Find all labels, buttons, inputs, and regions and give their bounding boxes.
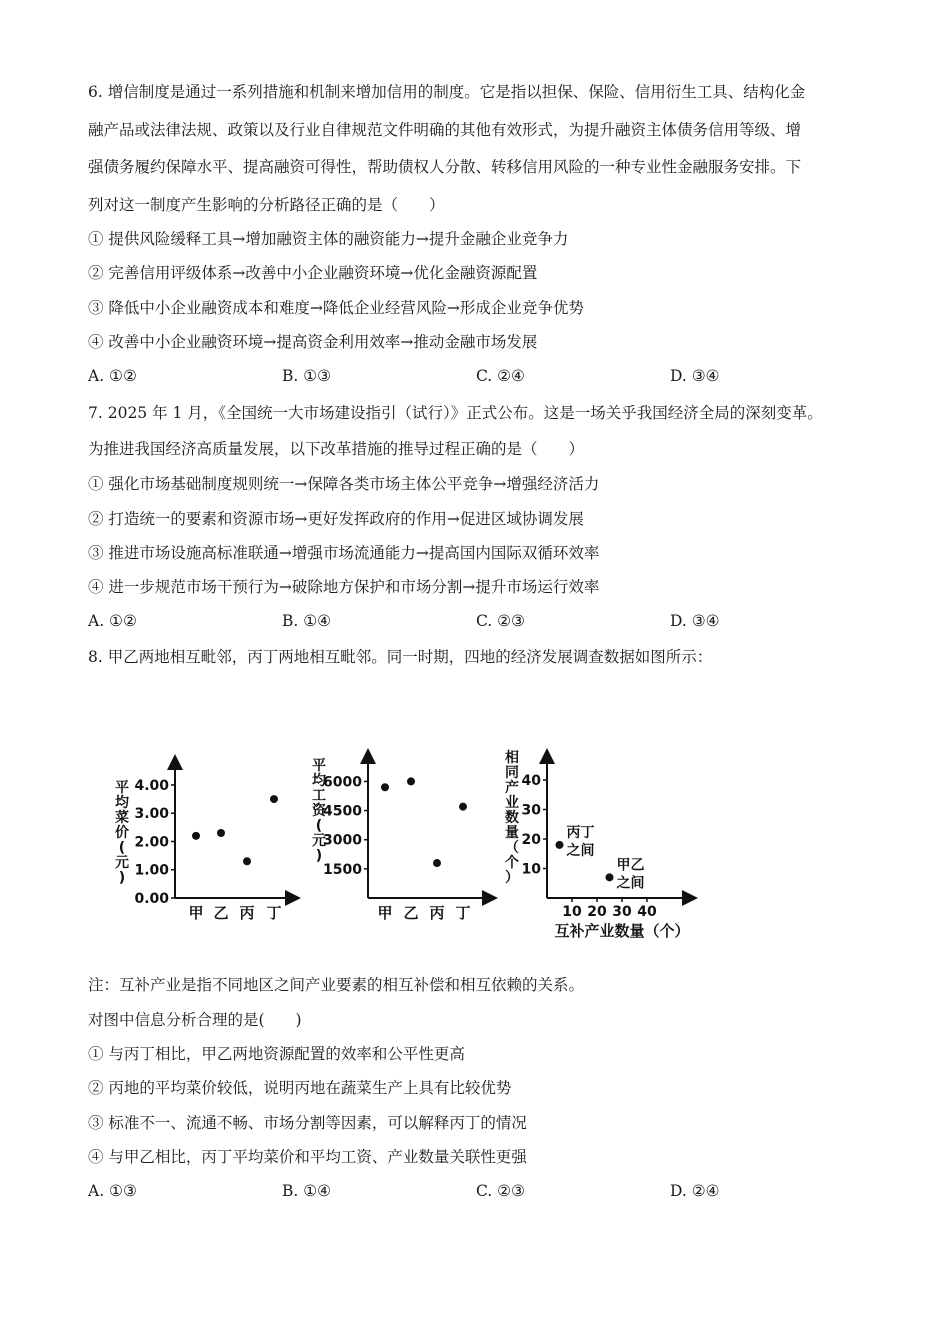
chart-vegetable-price [115, 762, 293, 922]
x-tick-label: 乙 [403, 904, 419, 922]
x-tick-label: 甲 [188, 904, 204, 922]
chart-average-wage [312, 756, 490, 922]
x-tick-label: 乙 [213, 904, 229, 922]
y-tick-label: 0.00 [134, 891, 169, 907]
point-label: 之间 [566, 842, 595, 859]
data-point [459, 803, 467, 811]
q8-item-4: ④ 与甲乙相比，丙丁平均菜价和平均工资、产业数量关联性更强 [88, 1148, 527, 1166]
x-tick-label: 丁 [266, 904, 282, 922]
y-tick-label: 10 [521, 861, 541, 878]
data-point [381, 783, 389, 791]
data-point [407, 777, 415, 785]
x-tick-label: 丁 [455, 904, 471, 922]
data-point [217, 829, 225, 837]
q6-item-3: ③ 降低中小企业融资成本和难度→降低企业经营风险→形成企业竞争优势 [88, 299, 584, 317]
x-tick-label: 40 [637, 904, 657, 920]
y-tick-label: 30 [521, 802, 541, 819]
q8-item-1: ① 与丙丁相比，甲乙两地资源配置的效率和公平性更高 [88, 1045, 465, 1063]
q8-charts [0, 700, 950, 960]
q8-option-a[interactable]: A. ①③ [88, 1182, 137, 1200]
q7-option-b[interactable]: B. ①④ [282, 612, 332, 630]
q7-stem-line-2: 为推进我国经济高质量发展，以下改革措施的推导过程正确的是（ ） [88, 440, 585, 458]
data-point [556, 841, 564, 849]
y-tick-label: 1.00 [134, 862, 169, 879]
point-label: 丙丁 [566, 824, 595, 841]
q6-option-d[interactable]: D. ③④ [670, 367, 720, 385]
y-tick-label: 1500 [323, 861, 362, 878]
q8-option-d[interactable]: D. ②④ [670, 1182, 720, 1200]
data-point [606, 873, 614, 881]
y-tick-label: 2.00 [134, 834, 169, 851]
q6-stem-line-3: 强债务履约保障水平、提高融资可得性，帮助债权人分散、转移信用风险的一种专业性金融服务安排。下 [88, 158, 802, 176]
y-tick-label: 3000 [323, 832, 362, 849]
q7-item-4: ④ 进一步规范市场干预行为→破除地方保护和市场分割→提升市场运行效率 [88, 578, 600, 596]
data-point [433, 859, 441, 867]
q6-item-1: ① 提供风险缓释工具→增加融资主体的融资能力→提升金融企业竞争力 [88, 230, 569, 248]
q6-item-4: ④ 改善中小企业融资环境→提高资金利用效率→推动金融市场发展 [88, 333, 538, 351]
data-point [243, 857, 251, 865]
q8-note: 注：互补产业是指不同地区之间产业要素的相互补偿和相互依赖的关系。 [88, 976, 585, 994]
y-axis-label: 平均菜价(元) [115, 780, 129, 886]
q7-option-a[interactable]: A. ①② [88, 612, 137, 630]
q8-option-c[interactable]: C. ②③ [476, 1182, 525, 1200]
x-tick-label: 10 [562, 904, 582, 920]
point-label: 之间 [616, 875, 645, 892]
q7-stem-line-1: 7. 2025 年 1 月，《全国统一大市场建设指引（试行）》正式公布。这是一场关乎我国经济全局的深刻变革。 [88, 404, 823, 422]
y-tick-label: 6000 [323, 774, 362, 791]
q8-option-b[interactable]: B. ①④ [282, 1182, 332, 1200]
x-tick-label: 丙 [239, 904, 255, 922]
y-axis-label: 平均工资(元) [312, 758, 326, 864]
q7-option-d[interactable]: D. ③④ [670, 612, 720, 630]
q8-question: 对图中信息分析合理的是( ) [88, 1011, 302, 1029]
q6-option-c[interactable]: C. ②④ [476, 367, 525, 385]
y-tick-label: 4500 [323, 803, 362, 820]
data-point [270, 795, 278, 803]
x-tick-label: 30 [612, 904, 632, 920]
x-tick-label: 甲 [377, 904, 393, 922]
y-axis-label: 相同产业数量（个） [505, 750, 519, 886]
q7-item-1: ① 强化市场基础制度规则统一→保障各类市场主体公平竞争→增强经济活力 [88, 475, 600, 493]
q8-stem: 8. 甲乙两地相互毗邻，丙丁两地相互毗邻。同一时期，四地的经济发展调查数据如图所示： [88, 648, 713, 666]
x-axis-label: 互补产业数量（个） [554, 922, 690, 940]
q6-item-2: ② 完善信用评级体系→改善中小企业融资环境→优化金融资源配置 [88, 264, 538, 282]
y-tick-label: 40 [521, 773, 541, 789]
data-point [192, 832, 200, 840]
q8-item-3: ③ 标准不一、流通不畅、市场分割等因素，可以解释丙丁的情况 [88, 1114, 527, 1132]
q6-stem-line-4: 列对这一制度产生影响的分析路径正确的是（ ） [88, 196, 445, 214]
y-tick-label: 4.00 [134, 777, 169, 794]
chart-industry-count [505, 749, 690, 940]
q7-item-2: ② 打造统一的要素和资源市场→更好发挥政府的作用→促进区域协调发展 [88, 510, 584, 528]
q6-option-a[interactable]: A. ①② [88, 367, 137, 385]
y-tick-label: 20 [521, 832, 541, 848]
point-label: 甲乙 [616, 857, 645, 874]
q8-item-2: ② 丙地的平均菜价较低，说明丙地在蔬菜生产上具有比较优势 [88, 1079, 512, 1097]
x-tick-label: 丙 [429, 904, 445, 922]
q7-option-c[interactable]: C. ②③ [476, 612, 525, 630]
q6-stem-line-1: 6. 增信制度是通过一系列措施和机制来增加信用的制度。它是指以担保、保险、信用衍生工具、结构化金 [88, 83, 806, 101]
q6-stem-line-2: 融产品或法律法规、政策以及行业自律规范文件明确的其他有效形式，为提升融资主体债务信用等级、增 [88, 121, 802, 139]
q7-item-3: ③ 推进市场设施高标准联通→增强市场流通能力→提高国内国际双循环效率 [88, 544, 600, 562]
q6-option-b[interactable]: B. ①③ [282, 367, 332, 385]
y-tick-label: 3.00 [134, 806, 169, 823]
x-tick-label: 20 [587, 904, 607, 920]
